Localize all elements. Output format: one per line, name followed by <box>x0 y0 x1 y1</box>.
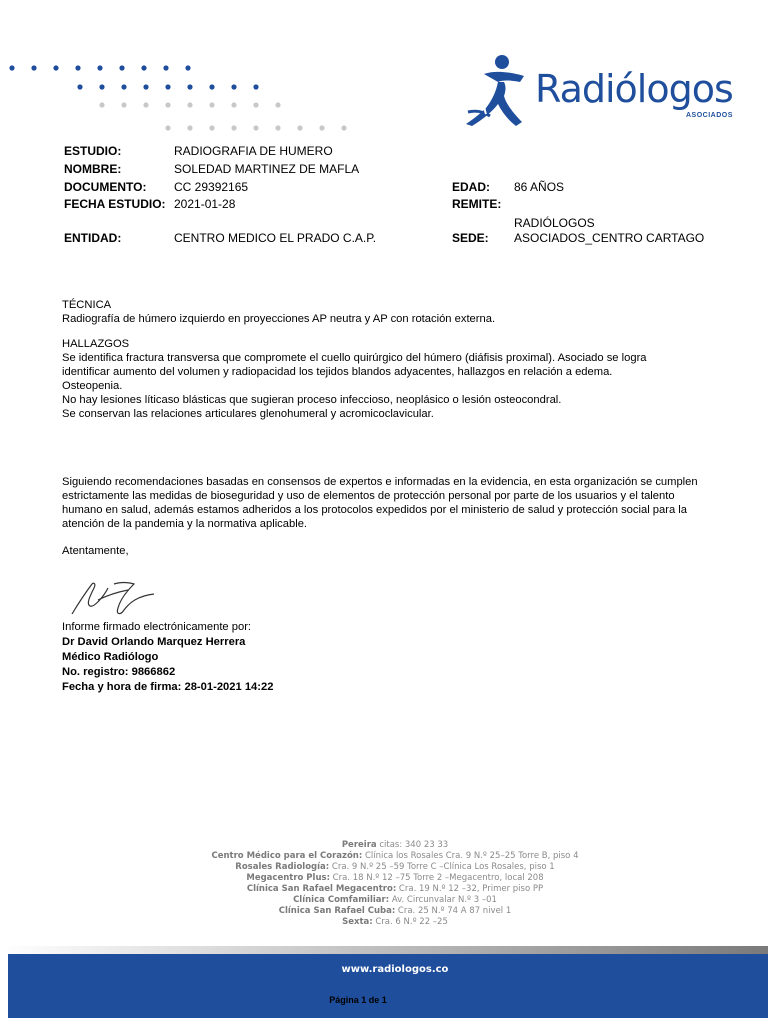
entidad-value: CENTRO MEDICO EL PRADO C.A.P. <box>174 231 377 245</box>
estudio-label: ESTUDIO: <box>64 144 122 158</box>
logo-figure-icon <box>462 52 532 132</box>
tecnica-title: TÉCNICA <box>62 299 112 311</box>
footer-line: Centro Médico para el Corazón: Clínica los Rosales Cra. 9 N.º 25–25 Torre B, piso 4 <box>211 851 579 861</box>
tecnica-section <box>62 298 722 326</box>
tecnica-text: Radiografía de húmero izquierdo en proyecciones AP neutra y AP con rotación externa. <box>62 313 496 325</box>
fecha-estudio-value: 2021-01-28 <box>174 197 236 211</box>
signed-by-label: Informe firmado electrónicamente por: <box>62 621 252 633</box>
page-number: Página 1 de 1 <box>329 995 387 1005</box>
hallazgos-line: identificar aumento del volumen y radiopacidad los tejidos blandos adyacentes, hallazgos en relación a edema. <box>62 366 613 378</box>
signature-datetime: Fecha y hora de firma: 28-01-2021 14:22 <box>62 681 274 693</box>
sede-value-line2: ASOCIADOS_CENTRO CARTAGO <box>514 231 705 245</box>
hallazgos-line: Se conservan las relaciones articulares glenohumeral y acromicoclavicular. <box>62 408 434 420</box>
company-logo <box>462 52 742 132</box>
signature-block <box>62 620 273 695</box>
edad-label: EDAD: <box>452 180 490 194</box>
footer-addresses <box>0 840 768 928</box>
hallazgos-line: Se identifica fractura transversa que compromete el cuello quirúrgico del húmero (diáfisis proximal). Asociado se logra <box>62 352 647 364</box>
note-line: Siguiendo recomendaciones basadas en consensos de expertos e informadas en la evidencia, en esta organización se cumplen <box>62 476 698 488</box>
logo-subtitle: ASOCIADOS <box>686 112 733 119</box>
footer-line: Clínica San Rafael Megacentro: Cra. 19 N.º 12 –32, Primer piso PP <box>246 884 544 894</box>
registro-number: No. registro: 9866862 <box>62 666 176 678</box>
note-line: estrictamente las medidas de bioseguridad y uso de elementos de protección personal por parte de los usuarios y el talento <box>62 490 675 502</box>
biosafety-note <box>62 475 722 531</box>
footer-line: Sexta: Cra. 6 N.º 22 –25 <box>342 917 448 927</box>
note-line: atención de la pandemia y la normativa aplicable. <box>62 518 308 530</box>
entidad-label: ENTIDAD: <box>64 231 122 245</box>
documento-value: CC 29392165 <box>174 180 249 194</box>
remite-label: REMITE: <box>452 197 502 211</box>
documento-label: DOCUMENTO: <box>64 180 147 194</box>
footer-line: Megacentro Plus: Cra. 18 N.º 12 –75 Torre 2 –Megacentro, local 208 <box>246 873 544 883</box>
estudio-value: RADIOGRAFIA DE HUMERO <box>174 144 333 158</box>
nombre-label: NOMBRE: <box>64 162 122 176</box>
handwritten-signature <box>64 574 164 620</box>
sede-value-line1: RADIÓLOGOS <box>514 216 595 230</box>
edad-value: 86 AÑOS <box>514 180 565 194</box>
doctor-title: Médico Radiólogo <box>62 651 159 663</box>
nombre-value: SOLEDAD MARTINEZ DE MAFLA <box>174 162 360 176</box>
doctor-name: Dr David Orlando Marquez Herrera <box>62 636 246 648</box>
hallazgos-line: No hay lesiones líticaso blásticas que sugieran proceso infeccioso, neoplásico o lesión osteocondral. <box>62 394 562 406</box>
logo-wordmark: Radiólogos <box>535 67 733 111</box>
sede-label: SEDE: <box>452 231 489 245</box>
note-line: humano en salud, además estamos adheridos a los protocolos expedidos por el ministerio de salud y protección social para la <box>62 504 687 516</box>
fecha-estudio-label: FECHA ESTUDIO: <box>64 197 166 211</box>
closing-text: Atentamente, <box>62 545 129 557</box>
website-link[interactable]: www.radiologos.co <box>341 964 449 975</box>
footer-line: Clínica Comfamiliar: Av. Circunvalar N.º 3 –01 <box>293 895 497 905</box>
closing <box>62 544 722 558</box>
footer-line: Rosales Radiología: Cra. 9 N.º 25 –59 Torre C –Clínica Los Rosales, piso 1 <box>235 862 555 872</box>
hallazgos-title: HALLAZGOS <box>62 338 130 350</box>
dot-pattern <box>0 0 360 140</box>
footer-line: Pereira citas: 340 23 33 <box>341 840 449 850</box>
footer-gray-band <box>0 946 768 954</box>
hallazgos-line: Osteopenia. <box>62 380 123 392</box>
hallazgos-section <box>62 337 722 421</box>
footer-line: Clínica San Rafael Cuba: Cra. 25 N.º 74 A 87 nivel 1 <box>278 906 512 916</box>
